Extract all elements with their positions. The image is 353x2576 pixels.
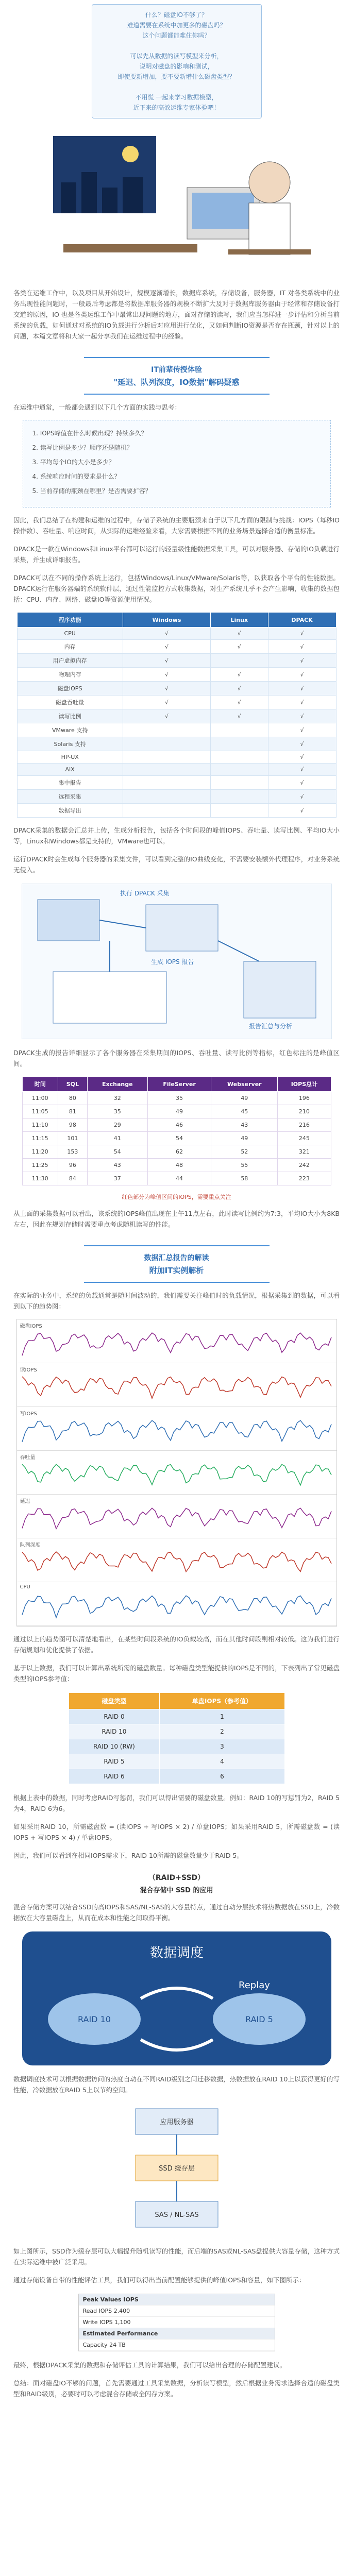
iops-table-cell: 11:25: [22, 1159, 58, 1172]
feature-table-cell: √: [268, 640, 336, 654]
feature-table-cell: √: [268, 682, 336, 696]
feature-table-cell: CPU: [17, 628, 123, 640]
iops-table-header-cell: SQL: [58, 1077, 87, 1092]
intro-line: 这个问题都能难住你吗？: [142, 32, 211, 39]
iops-table-cell: 321: [278, 1145, 331, 1159]
iops-table-header-cell: 时间: [22, 1077, 58, 1092]
section-heading-1: [84, 357, 270, 395]
iops-table-cell: 54: [87, 1145, 147, 1159]
iops-table-cell: 32: [87, 1092, 147, 1105]
iops-table-cell: 37: [87, 1172, 147, 1185]
feature-table-cell: [211, 723, 268, 737]
raid-table-cell: 3: [160, 1739, 284, 1754]
feature-table-cell: [211, 751, 268, 764]
raid-table-cell: 4: [160, 1754, 284, 1769]
raid-table-row: [69, 1754, 284, 1769]
feature-table-row: [17, 776, 336, 790]
feature-table-cell: AIX: [17, 764, 123, 776]
paragraph-10: 在实际的业务中，系统的负载通常是随时间波动的，我们需要关注峰值时的负载情况，根据采集到的数据，可以看到以下的趋势图：: [13, 1292, 340, 1310]
intro-line: 可以先从数据的读写模型来分析，: [130, 53, 223, 60]
diagram3-mid: SSD 缓存层: [158, 2165, 195, 2173]
paragraph-16: 混合存储方案可以结合SSD的高IOPS和SAS/NL-SAS的大容量特点，通过自动分层技术将热数据放在SSD上，冷数据放在大容量磁盘上，从而在成本和性能之间取得平衡。: [13, 1903, 340, 1922]
raid-table-header-cell: 磁盘类型: [69, 1693, 160, 1709]
raid-table-cell: RAID 10 (RW): [69, 1739, 160, 1754]
trend-chart-label: 磁盘IOPS: [20, 1324, 42, 1329]
feature-table-row: [17, 628, 336, 640]
feature-support-table: [17, 612, 337, 818]
iops-table-cell: 11:00: [22, 1092, 58, 1105]
iops-table-row: [22, 1118, 331, 1132]
trend-line: [22, 1333, 331, 1355]
trend-chart-panel: [17, 1451, 337, 1495]
raid-table-row: [69, 1739, 284, 1754]
iops-table-cell: 45: [211, 1105, 278, 1118]
feature-table-header-cell: Linux: [211, 613, 268, 628]
iops-table-cell: 11:15: [22, 1132, 58, 1145]
paragraph-7: 运行DPACK时会生成每个服务器的采集文件，可以看到完整的IO曲线变化，不需要安装额外代理程序，对业务系统无侵入。: [13, 855, 340, 874]
feature-table-row: [17, 804, 336, 818]
iops-table-cell: 245: [278, 1132, 331, 1145]
raid-table-row: [69, 1769, 284, 1784]
question-item: 2. 读写比例是多少？顺序还是随机？: [32, 444, 133, 451]
diagram2-title: 数据调度: [149, 1945, 204, 1961]
feature-table-cell: Solaris 支持: [17, 737, 123, 751]
trend-line: [22, 1508, 331, 1529]
feature-table-header-cell: Windows: [123, 613, 210, 628]
trend-chart-panel: [17, 1582, 337, 1626]
feature-table-cell: 磁盘吞吐量: [17, 696, 123, 709]
subtitle-hybrid-ssd: 混合存储中 SSD 的应用: [140, 1887, 213, 1894]
paragraph-4: DPACK是一款在Windows和Linux平台都可以运行的轻量级性能数据采集工具，可以对服务器、存储的IO负载进行采集，并生成详细报告。: [13, 545, 340, 564]
feature-table-cell: √: [123, 654, 210, 668]
feature-table-cell: √: [268, 709, 336, 723]
intro-line: 什么？磁盘IO不够了？: [145, 11, 208, 19]
trend-line: [22, 1420, 331, 1442]
feature-table-row: [17, 790, 336, 804]
feature-table-cell: √: [211, 640, 268, 654]
estimate-row: Capacity 24 TB: [79, 2340, 275, 2351]
trend-chart-panel: [17, 1363, 337, 1407]
data-scheduling-diagram: [22, 1931, 331, 2065]
iops-table-cell: 242: [278, 1159, 331, 1172]
raid-table-cell: RAID 5: [69, 1754, 160, 1769]
iops-table-header-cell: Webserver: [211, 1077, 278, 1092]
raid-penalty-table: [69, 1692, 285, 1784]
iops-table-cell: 35: [87, 1105, 147, 1118]
io-trend-charts: [16, 1319, 337, 1626]
trend-chart-label: 写IOPS: [20, 1411, 37, 1417]
trend-line: [22, 1596, 331, 1617]
iops-table-row: [22, 1105, 331, 1118]
iops-sample-table: [22, 1076, 331, 1185]
iops-table-row: [22, 1145, 331, 1159]
feature-table-row: [17, 723, 336, 737]
feature-table-header-cell: DPACK: [268, 613, 336, 628]
feature-table-cell: 远程采集: [17, 790, 123, 804]
trend-chart-graphic: [17, 1582, 337, 1625]
paragraph-3: 因此，我们总结了在构建和运维的过程中，存储子系统的主要瓶颈来自于以下几方面的限制与挑战：IOPS（每秒IO操作数）、吞吐量、响应时间，从实际的运维经验来看，大家需要根据不同的业务场景选择合适的衡量标准。: [13, 516, 340, 535]
iops-table-header-cell: Exchange: [87, 1077, 147, 1092]
question-item: 5. 当前存储的瓶颈在哪里？是否需要扩容？: [32, 487, 152, 495]
diagram2-arrow-label: Replay: [238, 1980, 270, 1991]
diagram-label-top: 执行 DPACK 采集: [120, 890, 170, 897]
feature-table-row: [17, 682, 336, 696]
raid-table-row: [69, 1724, 284, 1739]
iops-table-cell: 29: [87, 1118, 147, 1132]
iops-table-cell: 223: [278, 1172, 331, 1185]
iops-table-cell: 44: [147, 1172, 211, 1185]
feature-table-header-cell: 程序功能: [17, 613, 123, 628]
iops-table-row: [22, 1159, 331, 1172]
feature-table-cell: √: [123, 696, 210, 709]
data-scheduling-graphic: [22, 1931, 331, 2065]
raid-table-cell: 2: [160, 1724, 284, 1739]
diagram-label-mid: 生成 IOPS 报告: [150, 958, 194, 965]
paragraph-19: 通过存储设备自带的性能评估工具，我们可以得出当前配置能够提供的峰值IOPS和容量，如下图所示：: [13, 2276, 306, 2284]
feature-table-cell: √: [268, 776, 336, 790]
estimate-row: Estimated Performance: [79, 2328, 275, 2340]
paragraph-1: 各类在运维工作中，以及项目从开始设计，规模逐渐增长，数据库系统，存储设备，服务器，IT 对各类系统中的业务出现性能问题时，一般最后考虑都是将数据库服务器的规模不断扩大及对于数据库服务器由于经常和存储设备打交道的原因，IO 也是各类运维工作中最常出现问题的地方，面对存储的读写，我们应当怎样进一步评估和分析当前系统的负载，如何通过对系统的IO负载进行分析后对应用进行优化，又如何判断IO资源是否存在瓶颈，针对以上的问题，本篇文章将和大家一起分享我们在运维过程中的经验。: [13, 289, 340, 340]
iops-table-cell: 46: [147, 1118, 211, 1132]
iops-table-cell: 81: [58, 1105, 87, 1118]
raid-table-cell: RAID 6: [69, 1769, 160, 1784]
raid-table-cell: RAID 0: [69, 1709, 160, 1724]
feature-table-cell: [123, 790, 210, 804]
trend-chart-label: CPU: [20, 1584, 30, 1590]
iops-table-cell: 41: [87, 1132, 147, 1145]
hero-illustration: [32, 126, 321, 280]
iops-table-row: [22, 1132, 331, 1145]
paragraph-20: 最终，根据DPACK采集的数据和存储评估工具的计算结果，我们可以给出合理的存储配置建议。: [13, 2361, 287, 2369]
trend-chart-graphic: [17, 1363, 337, 1406]
feature-table-cell: √: [268, 751, 336, 764]
feature-table-row: [17, 696, 336, 709]
iops-table-row: [22, 1172, 331, 1185]
feature-table-row: [17, 751, 336, 764]
paragraph-6: DPACK采集的数据会汇总并上传，生成分析报告，包括各个时间段的峰值IOPS、吞吐量、读写比例、平均IO大小等，Linux和Windows都是支持的，VMware也可以。: [13, 826, 340, 845]
iops-table-cell: 52: [211, 1145, 278, 1159]
feature-table-cell: [211, 654, 268, 668]
trend-chart-label: 延迟: [20, 1499, 30, 1504]
feature-table-cell: √: [268, 628, 336, 640]
diagram2-right-label: RAID 5: [245, 2014, 273, 2024]
intro-box: [92, 4, 262, 118]
iops-table-cell: 11:05: [22, 1105, 58, 1118]
trend-chart-graphic: [17, 1538, 337, 1582]
feature-table-cell: 用户虚拟内存: [17, 654, 123, 668]
paragraph-17: 数据调度技术可以根据数据访问的热度自动在不同RAID级别之间迁移数据，热数据放在RAID 10上以获得更好的写性能，冷数据放在RAID 5上以节约空间。: [13, 2075, 340, 2094]
tiered-storage-graphic: [22, 2104, 331, 2238]
iops-table-header-cell: FileServer: [147, 1077, 211, 1092]
estimate-row: Read IOPS 2,400: [79, 2306, 275, 2317]
feature-table-cell: √: [123, 668, 210, 682]
stressed-admin-illustration: [32, 126, 321, 280]
diagram2-left-label: RAID 10: [77, 2014, 111, 2024]
paragraph-18: 如上图所示，SSD作为缓存层可以大幅提升随机读写的性能，而后端的SAS或NL-SAS盘提供大容量存储，这种方式在实际运维中被广泛采用。: [13, 2247, 340, 2266]
performance-estimate-box: [78, 2294, 275, 2351]
section-heading-1-line-2: "延迟、队列深度，IO数据"解码疑惑: [113, 378, 240, 387]
section-heading-1-line-1: IT前辈传授体验: [151, 366, 202, 374]
raid-table-header-cell: 单盘IOPS（参考值）: [160, 1693, 284, 1709]
iops-table-cell: 101: [58, 1132, 87, 1145]
feature-table-cell: VMware 支持: [17, 723, 123, 737]
feature-table-cell: [211, 776, 268, 790]
feature-table-cell: √: [211, 696, 268, 709]
feature-table-row: [17, 654, 336, 668]
estimate-row: Peak Values IOPS: [79, 2294, 275, 2306]
iops-table-row: [22, 1092, 331, 1105]
iops-table-cell: 43: [211, 1118, 278, 1132]
iops-table-cell: 43: [87, 1159, 147, 1172]
feature-table-cell: √: [211, 628, 268, 640]
iops-table-cell: 196: [278, 1092, 331, 1105]
iops-table-cell: 48: [147, 1159, 211, 1172]
feature-table-cell: √: [123, 709, 210, 723]
feature-table-row: [17, 737, 336, 751]
paragraph-9: 从上面的采集数据可以看出，该系统的IOPS峰值出现在上午11点左右，此时读写比例约为7:3，平均IO大小为8KB左右，因此在规划存储时需要重点考虑随机读写的性能。: [13, 1210, 340, 1228]
trend-chart-panel: [17, 1407, 337, 1451]
trend-chart-label: 吞吐量: [20, 1455, 36, 1461]
iops-table-cell: 35: [147, 1092, 211, 1105]
feature-table-row: [17, 764, 336, 776]
dpack-workflow-graphic: [22, 884, 331, 1039]
iops-table-cell: 84: [58, 1172, 87, 1185]
raid-table-row: [69, 1709, 284, 1724]
question-item: 3. 平均每个IO的大小是多少？: [32, 459, 115, 466]
feature-table-cell: [123, 751, 210, 764]
feature-table-cell: √: [268, 804, 336, 818]
trend-line: [22, 1552, 331, 1572]
trend-chart-label: 队列深度: [20, 1543, 41, 1548]
feature-table-cell: [123, 804, 210, 818]
paragraph-14: 如果采用RAID 10，所需磁盘数 = (读IOPS + 写IOPS × 2) / 单盘IOPS；如果采用RAID 5，所需磁盘数 = (读IOPS + 写IOPS × 4) / 单盘IOPS。: [13, 1823, 340, 1841]
feature-table-cell: √: [123, 640, 210, 654]
intro-line: 即使要新增加，要不要新增什么磁盘类型？: [117, 73, 236, 80]
feature-table-cell: √: [211, 682, 268, 696]
paragraph-2: 在运维中通常，一般都会遇到以下几个方面的实践与思考：: [13, 403, 181, 411]
trend-chart-panel: [17, 1495, 337, 1538]
diagram3-bottom: SAS / NL-SAS: [154, 2211, 199, 2219]
intro-line: 难道需要在系统中加更多的磁盘吗？: [127, 22, 226, 29]
intro-line: 说明对磁盘的影响和测试，: [139, 63, 214, 70]
trend-chart-graphic: [17, 1451, 337, 1494]
trend-line: [22, 1464, 331, 1485]
diagram3-top: 应用服务器: [159, 2119, 194, 2126]
diagram-label-bottom: 报告汇总与分析: [248, 1023, 292, 1030]
section-heading-2-line-1: 数据汇总报告的解读: [144, 1254, 209, 1262]
question-item: 4. 系统响应时间的要求是什么？: [32, 473, 121, 480]
iops-table-header-cell: IOPS总计: [278, 1077, 331, 1092]
feature-table-cell: √: [268, 696, 336, 709]
iops-table-cell: 98: [58, 1118, 87, 1132]
paragraph-12: 基于以上数据，我们可以计算出系统所需的磁盘数量。每种磁盘类型能提供的IOPS是不同的，下表列出了常见磁盘类型的IOPS参考值：: [13, 1664, 340, 1683]
iops-table-cell: 54: [147, 1132, 211, 1145]
feature-table-cell: √: [268, 723, 336, 737]
iops-table-cell: 96: [58, 1159, 87, 1172]
trend-chart-panel: [17, 1538, 337, 1582]
paragraph-15: 因此，我们可以看到在相同IOPS需求下，RAID 10所需的磁盘数量少于RAID 5。: [13, 1852, 243, 1859]
trend-line: [22, 1377, 331, 1398]
feature-table-cell: √: [123, 682, 210, 696]
tiered-storage-diagram: [22, 2104, 331, 2238]
paragraph-8: DPACK生成的报告详细显示了各个服务器在采集期间的IOPS、吞吐量、读写比例等指标，红色标注的是峰值区间。: [13, 1049, 340, 1067]
intro-line: 不用慌 一起来学习数据模型，: [135, 94, 218, 101]
trend-chart-graphic: [17, 1407, 337, 1450]
feature-table-row: [17, 640, 336, 654]
feature-table-cell: √: [268, 654, 336, 668]
paragraph-21: 总结：面对磁盘IO不够的问题，首先需要通过工具采集数据，分析读写模型，然后根据业务需求选择合适的磁盘类型和RAID级别，必要时可以考虑混合存储或全闪存方案。: [13, 2379, 340, 2398]
iops-table-cell: 11:10: [22, 1118, 58, 1132]
iops-table-caption: 红色部分为峰值区间的IOPS，需要重点关注: [122, 1194, 231, 1200]
paragraph-11: 通过以上的趋势图可以清楚地看出，在某些时间段系统的IO负载较高，而在其他时间段则相对较低。这为我们进行存储规划和优化提供了依据。: [13, 1635, 340, 1654]
dpack-workflow-diagram: [22, 884, 332, 1039]
iops-table-cell: 49: [211, 1132, 278, 1145]
raid-table-cell: 1: [160, 1709, 284, 1724]
iops-table-cell: 49: [211, 1092, 278, 1105]
feature-table-cell: √: [211, 709, 268, 723]
feature-table-cell: [211, 804, 268, 818]
feature-table-cell: HP-UX: [17, 751, 123, 764]
question-item: 1. IOPS峰值在什么时候出现？持续多久？: [32, 430, 147, 437]
trend-chart-panel: [17, 1319, 337, 1363]
feature-table-cell: 内存: [17, 640, 123, 654]
raid-table-cell: RAID 10: [69, 1724, 160, 1739]
raid-table-cell: 6: [160, 1769, 284, 1784]
feature-table-cell: √: [268, 764, 336, 776]
iops-table-cell: 49: [147, 1105, 211, 1118]
iops-table-cell: 62: [147, 1145, 211, 1159]
feature-table-cell: 磁盘IOPS: [17, 682, 123, 696]
iops-table-cell: 11:30: [22, 1172, 58, 1185]
iops-table-cell: 216: [278, 1118, 331, 1132]
iops-table-cell: 11:20: [22, 1145, 58, 1159]
trend-chart-graphic: [17, 1319, 337, 1363]
feature-table-cell: 集中报告: [17, 776, 123, 790]
paragraph-5: DPACK可以在不同的操作系统上运行，包括Windows/Linux/VMware/Solaris等，以获取各个平台的性能数据。DPACK运行在服务器端的系统软件层，通过性能监控方式收集数据，对生产系统几乎不会产生影响，收集的数据包括：CPU、内存、网络、磁盘IO等资源使用情况。: [13, 574, 340, 603]
feature-table-cell: 物理内存: [17, 668, 123, 682]
feature-table-cell: √: [268, 668, 336, 682]
intro-line: [99, 41, 254, 51]
feature-table-row: [17, 709, 336, 723]
feature-table-cell: √: [268, 737, 336, 751]
section-heading-2: [84, 1245, 270, 1283]
feature-table-cell: 数据导出: [17, 804, 123, 818]
intro-line: 近下来的高效运维专家体验吧！: [133, 104, 220, 111]
intro-line: [99, 82, 254, 92]
iops-table-cell: 58: [211, 1172, 278, 1185]
iops-table-cell: 55: [211, 1159, 278, 1172]
feature-table-cell: [211, 737, 268, 751]
trend-chart-label: 读IOPS: [20, 1367, 37, 1373]
feature-table-cell: [123, 737, 210, 751]
feature-table-cell: √: [268, 790, 336, 804]
iops-table-cell: 210: [278, 1105, 331, 1118]
trend-chart-graphic: [17, 1495, 337, 1538]
feature-table-cell: [123, 776, 210, 790]
feature-table-cell: [211, 790, 268, 804]
feature-table-cell: [123, 764, 210, 776]
feature-table-row: [17, 668, 336, 682]
paragraph-13: 根据上表中的数据，同时考虑RAID写惩罚，我们可以得出需要的磁盘数量。例如：RAID 10的写惩罚为2，RAID 5为4，RAID 6为6。: [13, 1794, 340, 1812]
estimate-row: Write IOPS 1,100: [79, 2317, 275, 2328]
feature-table-cell: [123, 723, 210, 737]
question-list-box: [23, 420, 331, 507]
feature-table-cell: 读写比例: [17, 709, 123, 723]
feature-table-cell: √: [211, 668, 268, 682]
subtitle-raid-ssd: （RAID+SSD）: [148, 1874, 205, 1882]
feature-table-cell: [211, 764, 268, 776]
iops-table-cell: 80: [58, 1092, 87, 1105]
iops-table-cell: 153: [58, 1145, 87, 1159]
section-heading-2-line-2: 附加IT实例解析: [149, 1266, 204, 1275]
feature-table-cell: √: [123, 628, 210, 640]
